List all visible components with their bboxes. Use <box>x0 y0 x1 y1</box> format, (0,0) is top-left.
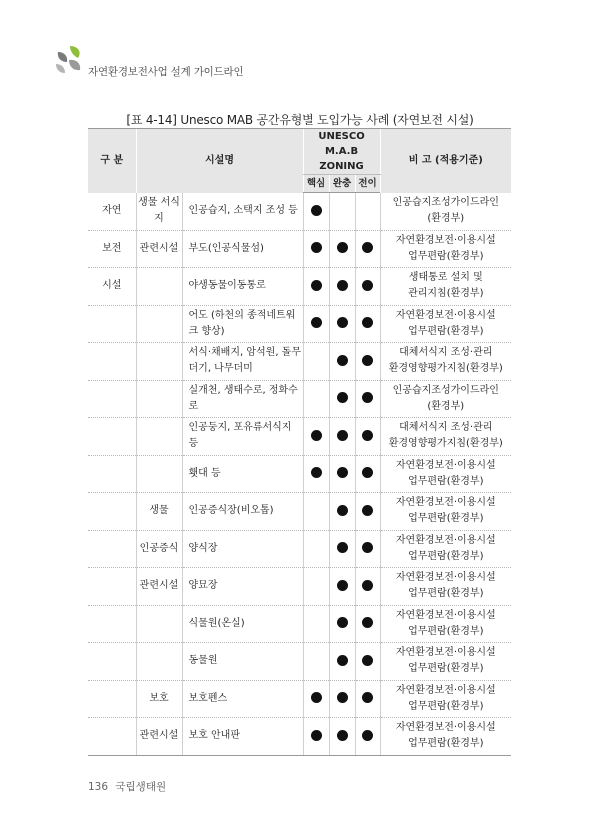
subcategory-cell <box>136 455 182 493</box>
facility-name-cell: 보호펜스 <box>182 680 303 718</box>
note-line-1: 자연환경보전·이용시설 <box>395 722 496 734</box>
applicable-dot-icon <box>362 542 373 553</box>
table-body <box>88 193 511 756</box>
note-line-2: 환경영향평가지침(환경부) <box>388 363 503 375</box>
zone-core-cell <box>303 568 329 606</box>
facility-name-cell: 횃대 등 <box>182 455 303 493</box>
note-line-1: 자연환경보전·이용시설 <box>395 609 496 621</box>
subcategory-cell: 관련시설 <box>136 230 182 268</box>
applicable-dot-icon <box>337 505 348 516</box>
zone-core-cell <box>303 193 329 231</box>
zone-core-cell <box>303 493 329 531</box>
note-line-1: 인공습지조성가이드라인 <box>392 384 499 396</box>
note-cell <box>380 643 511 681</box>
note-line-2: 업무편람(환경부) <box>408 550 484 562</box>
zone-transition-cell <box>355 718 380 756</box>
category-cell <box>88 643 136 681</box>
subcategory-cell <box>136 605 182 643</box>
category-cell <box>88 305 136 343</box>
applicable-dot-icon <box>362 730 373 741</box>
zone-transition-cell <box>355 380 380 418</box>
header-facility: 시설명 <box>136 129 303 193</box>
note-line-2: 환경영향평가지침(환경부) <box>388 438 503 450</box>
zone-core-cell <box>303 605 329 643</box>
note-line-1: 자연환경보전·이용시설 <box>395 497 496 509</box>
category-cell <box>88 718 136 756</box>
running-header-title: 자연환경보전사업 설계 가이드라인 <box>88 66 244 78</box>
zone-buffer-cell <box>329 605 355 643</box>
zone-core-cell <box>303 680 329 718</box>
zone-transition-cell <box>355 230 380 268</box>
zone-transition-cell <box>355 343 380 381</box>
zone-buffer-cell <box>329 268 355 306</box>
applicable-dot-icon <box>362 580 373 591</box>
note-line-1: 자연환경보전·이용시설 <box>395 647 496 659</box>
zone-core-cell <box>303 643 329 681</box>
subcategory-cell: 관련시설 <box>136 718 182 756</box>
zone-core-cell <box>303 530 329 568</box>
note-line-1: 생태통로 설치 및 <box>408 272 483 284</box>
applicable-dot-icon <box>311 692 322 703</box>
applicable-dot-icon <box>337 317 348 328</box>
note-cell <box>380 343 511 381</box>
note-line-1: 자연환경보전·이용시설 <box>395 534 496 546</box>
note-line-2: 업무편람(환경부) <box>408 250 484 262</box>
category-cell: 자연 <box>88 193 136 231</box>
zone-buffer-cell <box>329 718 355 756</box>
applicable-dot-icon <box>337 392 348 403</box>
table-row <box>88 493 511 531</box>
category-cell <box>88 493 136 531</box>
facility-name-cell: 야생동물이동통로 <box>182 268 303 306</box>
zone-transition-cell <box>355 680 380 718</box>
zone-buffer-cell <box>329 343 355 381</box>
note-cell <box>380 230 511 268</box>
applicable-dot-icon <box>337 430 348 441</box>
header-core: 핵심 <box>303 175 329 193</box>
category-cell <box>88 343 136 381</box>
table-row <box>88 418 511 456</box>
table-row <box>88 643 511 681</box>
note-cell <box>380 305 511 343</box>
applicable-dot-icon <box>311 730 322 741</box>
note-line-1: 자연환경보전·이용시설 <box>395 309 496 321</box>
note-cell <box>380 380 511 418</box>
header-transition: 전이 <box>355 175 380 193</box>
note-cell <box>380 193 511 231</box>
zone-transition-cell <box>355 643 380 681</box>
applicable-dot-icon <box>362 505 373 516</box>
note-line-2: (환경부) <box>427 213 465 224</box>
zone-core-cell <box>303 418 329 456</box>
zone-buffer-cell <box>329 380 355 418</box>
zone-buffer-cell <box>329 643 355 681</box>
zone-buffer-cell <box>329 193 355 231</box>
category-cell: 보전 <box>88 230 136 268</box>
applicable-dot-icon <box>337 467 348 478</box>
applicable-dot-icon <box>362 355 373 366</box>
note-line-1: 대체서식지 조성·관리 <box>399 422 493 434</box>
note-line-2: 업무편람(환경부) <box>408 475 484 487</box>
zone-transition-cell <box>355 193 380 231</box>
zone-transition-cell <box>355 418 380 456</box>
facility-name-cell: 인공둥지, 포유류서식지 등 <box>182 418 303 456</box>
applicable-dot-icon <box>337 692 348 703</box>
category-cell <box>88 605 136 643</box>
facility-name-cell: 서식·채배지, 암석원, 돌무더기, 나무더미 <box>182 343 303 381</box>
note-line-1: 자연환경보전·이용시설 <box>395 459 496 471</box>
facility-name-cell: 양식장 <box>182 530 303 568</box>
note-line-2: 업무편람(환경부) <box>408 738 484 750</box>
table-row <box>88 268 511 306</box>
note-line-1: 자연환경보전·이용시설 <box>395 684 496 696</box>
zone-buffer-cell <box>329 680 355 718</box>
note-line-2: 업무편람(환경부) <box>408 663 484 675</box>
note-cell <box>380 455 511 493</box>
applicable-dot-icon <box>311 280 322 291</box>
subcategory-cell <box>136 418 182 456</box>
zone-core-cell <box>303 455 329 493</box>
facility-name-cell: 보호 안내판 <box>182 718 303 756</box>
header-note: 비 고 (적용기준) <box>380 129 511 193</box>
table-row <box>88 568 511 606</box>
zone-core-cell <box>303 718 329 756</box>
zone-buffer-cell <box>329 493 355 531</box>
note-line-2: 업무편람(환경부) <box>408 513 484 525</box>
zone-core-cell <box>303 230 329 268</box>
category-cell <box>88 418 136 456</box>
note-line-2: 관리지침(환경부) <box>408 288 484 300</box>
applicable-dot-icon <box>311 242 322 253</box>
table-row <box>88 343 511 381</box>
table-row <box>88 193 511 231</box>
table-row <box>88 605 511 643</box>
note-cell <box>380 493 511 531</box>
note-line-2: 업무편람(환경부) <box>408 325 484 337</box>
applicable-dot-icon <box>311 317 322 328</box>
note-cell <box>380 568 511 606</box>
note-line-1: 자연환경보전·이용시설 <box>395 234 496 246</box>
subcategory-cell <box>136 643 182 681</box>
note-cell <box>380 605 511 643</box>
header-unesco <box>303 129 380 175</box>
facility-name-cell: 동물원 <box>182 643 303 681</box>
zone-transition-cell <box>355 568 380 606</box>
category-cell <box>88 455 136 493</box>
category-cell <box>88 530 136 568</box>
zone-transition-cell <box>355 305 380 343</box>
header-unesco-line2: M.A.B ZONING <box>319 146 364 172</box>
applicable-dot-icon <box>362 617 373 628</box>
subcategory-cell <box>136 268 182 306</box>
applicable-dot-icon <box>337 542 348 553</box>
table-row <box>88 230 511 268</box>
applicable-dot-icon <box>362 392 373 403</box>
table-row <box>88 680 511 718</box>
zoning-table <box>88 128 511 756</box>
applicable-dot-icon <box>311 205 322 216</box>
applicable-dot-icon <box>362 280 373 291</box>
header-category: 구 분 <box>88 129 136 193</box>
facility-name-cell: 인공증식장(비오톱) <box>182 493 303 531</box>
facility-name-cell: 어도 (하천의 종적네트워크 향상) <box>182 305 303 343</box>
zone-transition-cell <box>355 268 380 306</box>
applicable-dot-icon <box>362 655 373 666</box>
zone-buffer-cell <box>329 530 355 568</box>
category-cell <box>88 680 136 718</box>
table-row <box>88 455 511 493</box>
page-footer <box>88 779 166 794</box>
note-line-2: 업무편람(환경부) <box>408 625 484 637</box>
note-line-1: 대체서식지 조성·관리 <box>399 347 493 359</box>
applicable-dot-icon <box>362 467 373 478</box>
applicable-dot-icon <box>337 730 348 741</box>
applicable-dot-icon <box>362 242 373 253</box>
category-cell: 시설 <box>88 268 136 306</box>
note-line-2: 업무편람(환경부) <box>408 700 484 712</box>
subcategory-cell <box>136 380 182 418</box>
applicable-dot-icon <box>337 580 348 591</box>
zone-buffer-cell <box>329 230 355 268</box>
note-cell <box>380 680 511 718</box>
table-row <box>88 718 511 756</box>
facility-name-cell: 식물원(온실) <box>182 605 303 643</box>
facility-name-cell: 실개천, 생태수로, 정화수로 <box>182 380 303 418</box>
zone-core-cell <box>303 380 329 418</box>
applicable-dot-icon <box>311 430 322 441</box>
subcategory-cell <box>136 343 182 381</box>
category-cell <box>88 568 136 606</box>
header-unesco-line1: UNESCO <box>318 131 365 142</box>
page-number: 136 <box>88 781 109 793</box>
applicable-dot-icon <box>337 280 348 291</box>
subcategory-cell: 생물 <box>136 493 182 531</box>
note-line-2: (환경부) <box>427 400 465 412</box>
zone-core-cell <box>303 305 329 343</box>
note-line-1: 인공습지조성가이드라인 <box>392 197 499 208</box>
applicable-dot-icon <box>337 355 348 366</box>
note-cell <box>380 268 511 306</box>
note-line-1: 자연환경보전·이용시설 <box>395 572 496 584</box>
subcategory-cell: 생물 서식지 <box>136 193 182 231</box>
table-row <box>88 530 511 568</box>
zone-transition-cell <box>355 530 380 568</box>
zone-transition-cell <box>355 493 380 531</box>
zone-buffer-cell <box>329 418 355 456</box>
facility-name-cell: 양묘장 <box>182 568 303 606</box>
header-buffer: 완충 <box>329 175 355 193</box>
applicable-dot-icon <box>311 467 322 478</box>
category-cell <box>88 380 136 418</box>
subcategory-cell: 관련시설 <box>136 568 182 606</box>
applicable-dot-icon <box>337 617 348 628</box>
subcategory-cell: 인공증식 <box>136 530 182 568</box>
table-row <box>88 305 511 343</box>
applicable-dot-icon <box>362 430 373 441</box>
applicable-dot-icon <box>337 655 348 666</box>
table-row <box>88 380 511 418</box>
applicable-dot-icon <box>362 692 373 703</box>
table-caption: [표 4-14] Unesco MAB 공간유형별 도입가능 사례 (자연보전 시설) <box>126 113 474 127</box>
subcategory-cell <box>136 305 182 343</box>
zone-transition-cell <box>355 605 380 643</box>
facility-name-cell: 부도(인공식물섬) <box>182 230 303 268</box>
facility-name-cell: 인공습지, 소택지 조성 등 <box>182 193 303 231</box>
note-cell <box>380 418 511 456</box>
applicable-dot-icon <box>337 242 348 253</box>
zone-core-cell <box>303 343 329 381</box>
subcategory-cell: 보호 <box>136 680 182 718</box>
publisher-name: 국립생태원 <box>115 781 167 793</box>
zone-transition-cell <box>355 455 380 493</box>
note-cell <box>380 718 511 756</box>
zone-buffer-cell <box>329 455 355 493</box>
zone-buffer-cell <box>329 305 355 343</box>
applicable-dot-icon <box>362 317 373 328</box>
zone-buffer-cell <box>329 568 355 606</box>
zone-core-cell <box>303 268 329 306</box>
leaf-logo-icon <box>52 44 84 76</box>
note-line-2: 업무편람(환경부) <box>408 588 484 600</box>
note-cell <box>380 530 511 568</box>
